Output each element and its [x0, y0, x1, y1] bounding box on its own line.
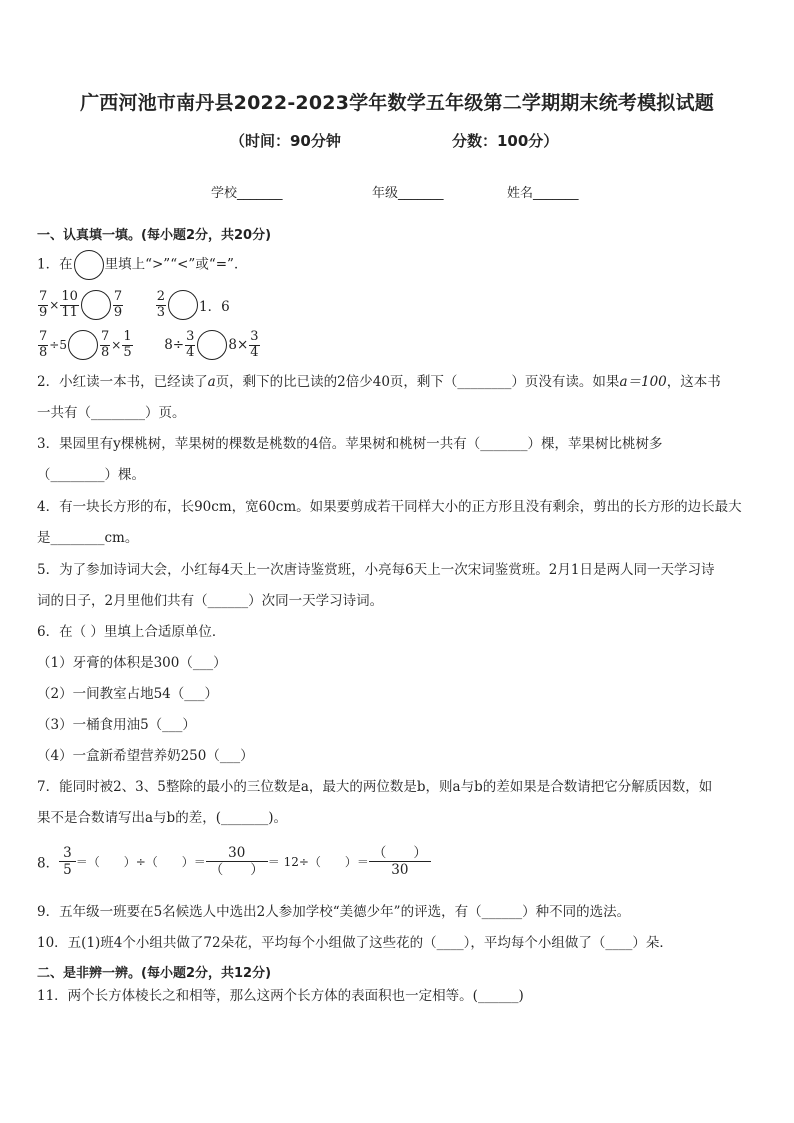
fraction: $\frac{3}{4}$ — [186, 329, 195, 360]
time-label: （时间：90分钟 — [230, 132, 341, 150]
q1-suffix: 里填上“>”“<”或“=”． — [104, 256, 248, 273]
fraction: $\frac{7}{9}$ — [39, 289, 48, 320]
question-10: 10．五(1)班4个小组共做了72朵花，平均每个小组做了这些花的（____），平均每个小组做了（____）朵． — [37, 935, 673, 951]
question-1 — [37, 250, 247, 280]
fraction: $\frac{1}{5}$ — [123, 329, 132, 360]
fraction: $\frac{7}{8}$ — [100, 329, 110, 360]
q6-item-3: （3）一桶食用油5（___） — [37, 717, 196, 733]
q6-item-4: （4）一盒新希望营养奶250（___） — [37, 748, 254, 764]
question-7: 7．能同时被2、3、5整除的最小的三位数是a，最大的两位数是b，则a与b的差如果是合数请把它分解质因数，如 果不是合数请写出a与b的差，(_______)。 — [37, 779, 713, 826]
fraction: $\frac{( )}{30}$ — [369, 845, 431, 878]
answer-circle — [81, 290, 111, 320]
q6-item-2: （2）一间教室占地54（___） — [37, 686, 219, 702]
name-field: 姓名_______ — [507, 186, 579, 201]
variable-a: a — [207, 374, 216, 390]
question-2: 2．小红读一本书，已经读了a页，剩下的比已读的2倍少40页，剩下（________）页没有读。如果a＝100，这本书 一共有（________）页。 — [37, 374, 721, 421]
section-heading-1: 一、认真填一填。(每小题2分，共20分) — [37, 228, 272, 243]
score-label: 分数：100分） — [452, 132, 559, 150]
fraction: $\frac{7}{9}$ — [113, 289, 123, 320]
fraction: $\frac{3}{4}$ — [250, 329, 259, 360]
question-9: 9．五年级一班要在5名候选人中选出2人参加学校“美德少年”的评选，有（______）种不同的选法。 — [37, 904, 631, 920]
fraction: $\frac{10}{11}$ — [61, 289, 78, 320]
q1-row-2: $\frac{7}{8}$ ÷5 $\frac{7}{8}$ × $\frac{1}{5}$ 8÷ $\frac{3}{4}$ 8× $\frac{3}{4}$ — [39, 329, 259, 360]
answer-circle — [74, 250, 104, 280]
school-field: 学校_______ — [211, 186, 283, 201]
question-4: 4．有一块长方形的布，长90cm，宽60cm。如果要剪成若干同样大小的正方形且没有剩余，剪出的长方形的边长最大 是________cm。 — [37, 499, 742, 546]
question-3: 3．果园里有y棵桃树，苹果树的棵数是桃数的4倍。苹果树和桃树一共有（_______）棵，苹果树比桃树多 （________）棵。 — [37, 436, 663, 483]
question-8: 8． $\frac{3}{5}$ ＝（ ）÷（ ）＝ $\frac{30}{( )}$ ＝ 12÷（ ）＝ $\frac{( )}{30}$ — [37, 845, 431, 878]
q1-prefix: 1．在 — [37, 256, 73, 273]
answer-circle — [68, 330, 98, 360]
grade-field: 年级_______ — [372, 186, 444, 201]
question-6: 6．在（ ）里填上合适原单位． （1）牙膏的体积是300（___） （2）一间教室占地54（___） （3）一桶食用油5（___） （4）一盒新希望营养奶250（___） — [37, 617, 757, 772]
question-11: 11．两个长方体棱长之和相等，那么这两个长方体的表面积也一定相等。(______) — [37, 988, 524, 1004]
section-heading-2: 二、是非辨一辨。(每小题2分，共12分) — [37, 966, 272, 981]
fraction: $\frac{3}{5}$ — [59, 845, 76, 878]
fraction: $\frac{7}{8}$ — [39, 329, 48, 360]
page-title: 广西河池市南丹县2022-2023学年数学五年级第二学期期末统考模拟试题 — [80, 92, 714, 114]
fraction: $\frac{2}{3}$ — [156, 289, 166, 320]
fraction: $\frac{30}{( )}$ — [206, 845, 268, 878]
answer-circle — [168, 290, 198, 320]
q1-row-1: $\frac{7}{9}$ × $\frac{10}{11}$ $\frac{7}{9}$ $\frac{2}{3}$ 1．6 — [39, 289, 230, 320]
question-5: 5．为了参加诗词大会，小红每4天上一次唐诗鉴赏班，小亮每6天上一次宋词鉴赏班。2月1日是两人同一天学习诗 词的日子，2月里他们共有（______）次同一天学习诗词。 — [37, 562, 715, 609]
answer-circle — [197, 330, 227, 360]
q6-item-1: （1）牙膏的体积是300（___） — [37, 655, 227, 671]
